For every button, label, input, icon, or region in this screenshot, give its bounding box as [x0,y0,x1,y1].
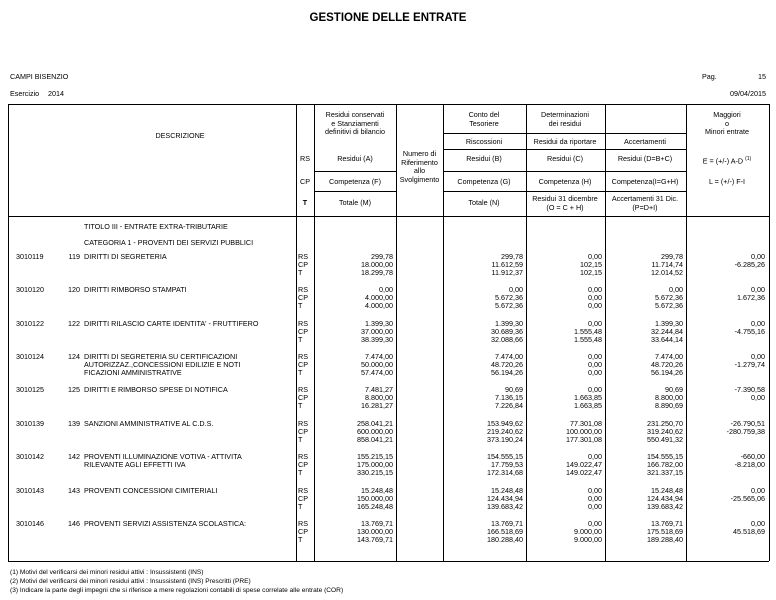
section-categoria: CATEGORIA 1 - PROVENTI DEI SERVIZI PUBBLICI [84,238,254,247]
row-flag-cp: CP [298,459,308,469]
header-subrow-line [443,133,686,134]
cell-m: 7.481,27 [365,385,393,394]
cell-o: 0,00 [588,493,602,503]
row-flag-t: T [298,400,303,410]
cell-o: 1.663,85 [574,400,602,410]
header-l-formula: L = (+/-) F-I [708,177,746,186]
page-label: Pag. [702,72,717,81]
cell-p: 8.890,69 [655,400,683,410]
row-number: 143 [68,486,80,495]
cell-p: 5.672,36 [655,292,683,302]
row-code: 3010125 [16,385,44,394]
cell-o: 0,00 [588,352,602,361]
cell-m: 57.474,00 [361,367,393,377]
cell-m: 600.000,00 [357,426,393,436]
cell-m: 1.399,30 [365,319,393,328]
cell-m: 143.769,71 [357,534,393,544]
cell-n: 180.288,40 [487,534,523,544]
row-description: PROVENTI ILLUMINAZIONE VOTIVA - ATTIVITA [84,452,242,461]
header-competenza-f: Competenza (F) [329,177,381,186]
cell-m: 7.474,00 [365,352,393,361]
cell-m: 165.248,48 [357,501,393,511]
cell-p: 154.555,15 [647,452,683,461]
cell-n: 5.672,36 [495,300,523,310]
row-flag-rs: RS [298,419,308,428]
cell-el: 0,00 [751,392,765,402]
header-competenza-h: Competenza (H) [538,177,592,186]
cell-n: 166.518,69 [487,526,523,536]
cell-o: 149.022,47 [566,467,602,477]
cell-m: 37.000,00 [361,326,393,336]
cell-n: 30.689,36 [491,326,523,336]
cell-el: 0,00 [751,519,765,528]
cell-p: 13.769,71 [651,519,683,528]
footnote-3: (3) Indicare la parte degli impegni che si riferisce a mere regolazioni contabili di spese correlate alle entrate (COR) [10,587,344,594]
cell-el: -6.285,26 [734,259,765,269]
row-code: 3010120 [16,285,44,294]
cell-el: -280.759,38 [726,426,765,436]
header-cp: CP [300,177,310,186]
cell-n: 124.434,94 [487,493,523,503]
cell-o: 0,00 [588,285,602,294]
header-residui-dbc: Residui (D=B+C) [617,154,673,163]
cell-o: 77.301,08 [570,419,602,428]
cell-m: 15.248,48 [361,486,393,495]
row-flag-cp: CP [298,392,308,402]
cell-n: 0,00 [509,285,523,294]
row-code: 3010143 [16,486,44,495]
esercizio-label: Esercizio [10,89,40,98]
cell-m: 258.041,21 [357,419,393,428]
header-numero-riferimento: Numero di Riferimento allo Svolgimento [399,149,440,184]
row-number: 142 [68,452,80,461]
report-date: 09/04/2015 [730,89,766,98]
cell-p: 0,00 [669,285,683,294]
cell-p: 33.644,14 [651,334,683,344]
row-flag-rs: RS [298,352,308,361]
cell-p: 12.014,52 [651,267,683,277]
cell-m: 18.299,78 [361,267,393,277]
cell-el: -7.390,58 [734,385,765,394]
ente-name: CAMPI BISENZIO [10,72,69,81]
column-divider [296,104,297,561]
row-code: 3010139 [16,419,44,428]
cell-el: -26.790,51 [730,419,765,428]
cell-p: 139.683,42 [647,501,683,511]
cell-o: 0,00 [588,300,602,310]
row-code: 3010119 [16,252,44,261]
header-subrow-line [443,149,686,150]
cell-el: -1.279,74 [734,359,765,369]
row-flag-cp: CP [298,493,308,503]
cell-p: 124.434,94 [647,493,683,503]
header-residui-c: Residui (C) [547,154,583,163]
cell-el: 0,00 [751,285,765,294]
cell-o: 1.663,85 [574,392,602,402]
cell-n: 48.720,26 [491,359,523,369]
row-number: 119 [68,252,80,261]
header-competenza-igh: Competenza(I=G+H) [611,177,679,186]
cell-m: 130.000,00 [357,526,393,536]
cell-el: 0,00 [751,486,765,495]
cell-n: 5.672,36 [495,292,523,302]
header-accertamenti-31: Accertamenti 31 Dic. (P=D+I) [611,194,679,212]
row-flag-cp: CP [298,326,308,336]
row-flag-rs: RS [298,519,308,528]
header-rs-cp-line [314,171,396,172]
cell-n: 11.912,37 [491,267,523,277]
cell-n: 11.612,59 [491,259,523,269]
cell-o: 0,00 [588,292,602,302]
row-description: DIRITTI DI SEGRETERIA [84,252,167,261]
cell-m: 4.000,00 [365,292,393,302]
row-description: FICAZIONI AMMINISTRATIVE [84,367,182,377]
row-number: 125 [68,385,80,394]
row-flag-rs: RS [298,452,308,461]
cell-n: 172.314,68 [487,467,523,477]
cell-n: 7.226,84 [495,400,523,410]
row-flag-t: T [298,534,303,544]
row-description: DIRITTI RILASCIO CARTE IDENTITA' - FRUTTIFERO [84,319,259,328]
header-rs: RS [300,154,310,163]
row-description: PROVENTI CONCESSIONI CIMITERIALI [84,486,218,495]
cell-el: 0,00 [751,319,765,328]
report-title: GESTIONE DELLE ENTRATE [309,12,467,24]
row-flag-t: T [298,267,303,277]
cell-o: 100.000,00 [566,426,602,436]
cell-n: 7.474,00 [495,352,523,361]
cell-m: 50.000,00 [361,359,393,369]
cell-m: 155.215,15 [357,452,393,461]
cell-p: 319.240,62 [647,426,683,436]
row-description: DIRITTI E RIMBORSO SPESE DI NOTIFICA [84,385,228,394]
cell-o: 1.555,48 [574,326,602,336]
header-residui-31-dicembre: Residui 31 dicembre (O = C + H) [532,194,598,212]
cell-el: -660,00 [740,452,765,461]
cell-p: 231.250,70 [647,419,683,428]
cell-p: 11.714,74 [651,259,683,269]
row-flag-t: T [298,300,303,310]
section-titolo: TITOLO III - ENTRATE EXTRA-TRIBUTARIE [84,222,228,231]
row-flag-t: T [298,334,303,344]
cell-o: 0,00 [588,367,602,377]
cell-n: 299,78 [501,252,523,261]
row-flag-cp: CP [298,259,308,269]
row-flag-t: T [298,367,303,377]
cell-n: 13.769,71 [491,519,523,528]
cell-o: 0,00 [588,501,602,511]
row-description: DIRITTI DI SEGRETERIA SU CERTIFICAZIONI [84,352,238,361]
row-flag-rs: RS [298,486,308,495]
table-header-bottom-border [8,216,769,217]
cell-m: 13.769,71 [361,519,393,528]
header-competenza-g: Competenza (G) [457,177,511,186]
header-cp-t-line [443,191,686,192]
cell-el: -8.218,00 [734,459,765,469]
cell-p: 90,69 [665,385,683,394]
cell-o: 9.000,00 [574,534,602,544]
cell-o: 0,00 [588,519,602,528]
header-conto-tesoriere: Conto del Tesoriere [468,110,500,128]
cell-p: 15.248,48 [651,486,683,495]
row-code: 3010124 [16,352,44,361]
row-number: 122 [68,319,80,328]
row-number: 139 [68,419,80,428]
cell-p: 550.491,32 [647,434,683,444]
cell-o: 149.022,47 [566,459,602,469]
cell-n: 373.190,24 [487,434,523,444]
row-flag-rs: RS [298,319,308,328]
cell-p: 175.518,69 [647,526,683,536]
cell-n: 15.248,48 [491,486,523,495]
page-number: 15 [758,72,766,81]
row-description: RILEVANTE AGLI EFFETTI IVA [84,459,186,469]
cell-el: 1.672,36 [737,292,765,302]
header-totale-m: Totale (M) [339,198,371,207]
cell-m: 8.800,00 [365,392,393,402]
cell-o: 102,15 [580,259,602,269]
row-flag-cp: CP [298,359,308,369]
cell-o: 9.000,00 [574,526,602,536]
header-residui-b: Residui (B) [466,154,502,163]
header-residui-riportare: Residui da riportare [533,137,597,146]
cell-m: 330.215,15 [357,467,393,477]
cell-o: 1.555,48 [574,334,602,344]
cell-p: 56.194,26 [651,367,683,377]
cell-m: 18.000,00 [361,259,393,269]
row-flag-cp: CP [298,426,308,436]
table-right-border [769,104,770,561]
header-residui-a: Residui (A) [337,154,373,163]
cell-el: 0,00 [751,352,765,361]
cell-o: 102,15 [580,267,602,277]
cell-n: 153.949,62 [487,419,523,428]
row-description: SANZIONI AMMINISTRATIVE AL C.D.S. [84,419,214,428]
row-number: 146 [68,519,80,528]
row-description: AUTORIZZAZ.,CONCESSIONI EDILIZIE E NOTI [84,359,241,369]
cell-m: 299,78 [371,252,393,261]
row-number: 120 [68,285,80,294]
row-flag-t: T [298,501,303,511]
cell-m: 858.041,21 [357,434,393,444]
header-t: T [302,198,308,207]
cell-o: 0,00 [588,319,602,328]
cell-m: 150.000,00 [357,493,393,503]
cell-el: 45.518,69 [733,526,765,536]
cell-p: 7.474,00 [655,352,683,361]
row-code: 3010122 [16,319,44,328]
cell-n: 90,69 [505,385,523,394]
cell-p: 48.720,26 [651,359,683,369]
cell-m: 175.000,00 [357,459,393,469]
cell-o: 0,00 [588,359,602,369]
row-description: PROVENTI SERVIZI ASSISTENZA SCOLASTICA: [84,519,247,528]
footnote-2: (2) Motivi del verificarsi dei minori residui attivi : Insussistenti (INS) Prescritti (PRE) [10,578,251,585]
cell-p: 32.244,84 [651,326,683,336]
cell-n: 1.399,30 [495,319,523,328]
table-bottom-border [8,561,769,562]
row-number: 124 [68,352,80,361]
cell-n: 154.555,15 [487,452,523,461]
cell-p: 189.288,40 [647,534,683,544]
cell-n: 17.759,53 [491,459,523,469]
row-flag-cp: CP [298,292,308,302]
cell-o: 0,00 [588,252,602,261]
header-e-formula: E = (+/-) A-D $^{(1)}$ [702,156,752,166]
cell-o: 0,00 [588,452,602,461]
esercizio-year: 2014 [48,89,64,98]
cell-n: 7.136,15 [495,392,523,402]
cell-o: 0,00 [588,385,602,394]
cell-n: 56.194,26 [491,367,523,377]
table-top-border [8,104,769,105]
cell-p: 299,78 [661,252,683,261]
cell-m: 0,00 [379,285,393,294]
header-riscossioni: Riscossioni [465,137,503,146]
cell-m: 4.000,00 [365,300,393,310]
header-accertamenti: Accertamenti [624,137,666,146]
cell-p: 321.337,15 [647,467,683,477]
cell-m: 16.281,27 [361,400,393,410]
header-determinazione: Determinazioni dei residui [541,110,589,128]
cell-p: 1.399,30 [655,319,683,328]
row-flag-t: T [298,434,303,444]
cell-el: -25.565,06 [730,493,765,503]
cell-n: 139.683,42 [487,501,523,511]
cell-p: 166.782,00 [647,459,683,469]
row-flag-cp: CP [298,526,308,536]
cell-m: 38.399,30 [361,334,393,344]
row-code: 3010146 [16,519,44,528]
table-left-border [8,104,9,561]
cell-o: 177.301,08 [566,434,602,444]
cell-p: 5.672,36 [655,300,683,310]
header-residui-conservati: Residui conservati e Stanziamenti definitivi di bilancio [325,110,385,136]
row-flag-rs: RS [298,385,308,394]
header-maggiori-minori: Maggiori o Minori entrate [705,110,749,136]
cell-n: 32.088,66 [491,334,523,344]
row-flag-rs: RS [298,285,308,294]
header-rs-cp-line [443,171,686,172]
row-description: DIRITTI RIMBORSO STAMPATI [84,285,187,294]
cell-el: -4.755,16 [734,326,765,336]
header-cp-t-line [314,191,396,192]
cell-n: 219.240,62 [487,426,523,436]
cell-o: 0,00 [588,486,602,495]
row-code: 3010142 [16,452,44,461]
footnote-1: (1) Motivi del verificarsi dei minori residui attivi : Insussistenti (INS) [10,569,204,576]
cell-p: 8.800,00 [655,392,683,402]
header-totale-n: Totale (N) [468,198,500,207]
row-flag-t: T [298,467,303,477]
cell-el: 0,00 [751,252,765,261]
header-descrizione: DESCRIZIONE [155,131,205,140]
row-flag-rs: RS [298,252,308,261]
